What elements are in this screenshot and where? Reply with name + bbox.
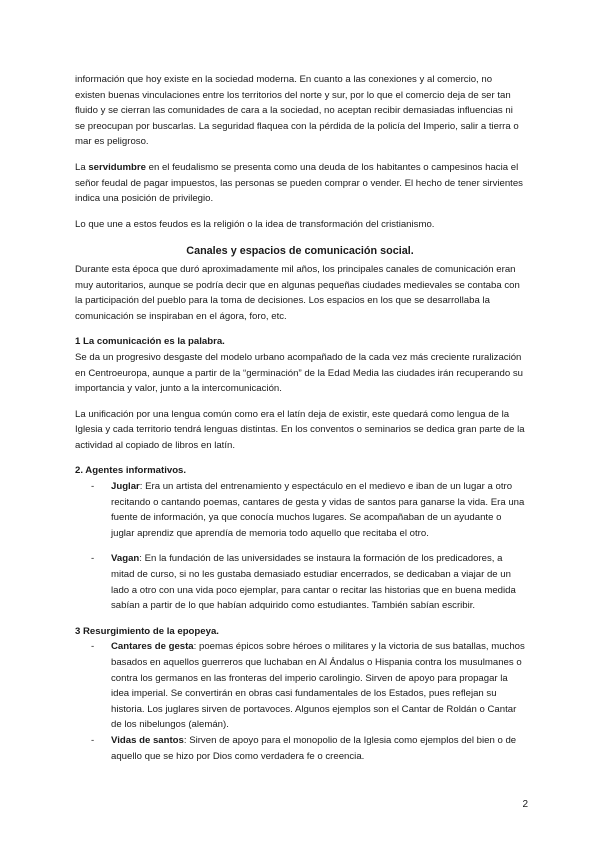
paragraph-ruralization: Se da un progresivo desgaste del modelo urbano acompañado de la cada vez más creciente ruralización en Centroeuropa, aunque a partir de la “germinación” de la Edad Media las ciudades irán recuperando su importancia y valor, junto a la intercomunicación. <box>75 351 523 395</box>
list-item-juglar <box>75 479 525 541</box>
paragraph-religion: Lo que une a estos feudos es la religión o la idea de transformación del cristianismo. <box>75 218 435 230</box>
list-item-cantares <box>75 639 525 733</box>
term-cantares: Cantares de gesta <box>111 641 194 653</box>
agents-list <box>75 479 525 614</box>
servitude-term: servidumbre <box>88 161 146 173</box>
list-item-vidas-santos <box>75 733 525 764</box>
servitude-pre: La <box>75 161 89 173</box>
list-dash: - <box>91 481 95 493</box>
paragraph-society: información que hoy existe en la sociedad moderna. En cuanto a las conexiones y al comercio, no existen buenas vinculaciones entre los territorios del norte y sur, por lo que el comercio deja de ser tan fluido y se cierran las comunidades de cara a la sociedad, no aceptan recibir demasiadas influencias ni se preocupan por buscarlas. La seguridad flaquea con la pérdida de la policía del Imperio, salir a tierra o mar es peligroso. <box>75 74 519 148</box>
list-dash: - <box>91 553 95 565</box>
desc-cantares: : poemas épicos sobre héroes o militares y la victoria de sus batallas, muchos basados en aquellos guerreros que luchaban en Al Ándalus o Hispania contra los musulmanes o contra los germanos en las fronteras del imperio carolingio. Sirven de apoyo para propagar la idea imperial. Se convertirán en obras casi fundamentales de los Estados, pues reflejan su historia. Los juglares sirven de portavoces. Algunos ejemplos son el Cantar de Roldán o Cantar de los nibelungos (alemán). <box>111 641 525 731</box>
heading-informative-agents: 2. Agentes informativos. <box>75 465 187 477</box>
heading-epic-resurgence: 3 Resurgimiento de la epopeya. <box>75 625 219 637</box>
epic-list <box>75 639 525 764</box>
list-dash: - <box>91 734 95 746</box>
list-dash: - <box>91 641 95 653</box>
paragraph-latin: La unificación por una lengua común como era el latín deja de existir, este quedará como lengua de la Iglesia y cada territorio tendrá lenguas distintas. En los conventos o seminarios se dedica gran parte de la actividad al copiado de libros en latín. <box>75 408 525 451</box>
section-title: Canales y espacios de comunicación social. <box>186 245 414 258</box>
page-number: 2 <box>522 799 528 810</box>
servitude-text: en el feudalismo se presenta como una deuda de los habitantes o campesinos hacia el señor feudal de pagar impuestos, las personas se pueden comprar o vender. El hecho de tener sirvientes indica una posición de privilegio. <box>75 161 523 205</box>
term-juglar: Juglar <box>111 481 140 493</box>
intro-paragraph: Durante esta época que duró aproximadamente mil años, los principales canales de comunicación eran muy autoritarios, aunque se podría decir que en algunas pequeñas ciudades medievales se contaba con la participación del pueblo para la toma de decisiones. Los espacios en los que se desarrollaba la comunicación se inspiraban en el ágora, foro, etc. <box>75 263 520 322</box>
paragraph-servitude <box>75 160 525 207</box>
term-vidas-santos: Vidas de santos <box>111 734 184 746</box>
desc-vagan: : En la fundación de las universidades se instaura la formación de los predicadores, a mitad de curso, si no les gustaba demasiado estudiar encerrados, se dedicaban a viajar de un lado a otro con una vida poco ejemplar, para cantar o recitar las historias que en buena medida sabían a partir de lo que habían adquirido como estudiantes. También sabían escribir. <box>111 553 516 612</box>
desc-juglar: : Era un artista del entrenamiento y espectáculo en el medievo e iban de un lugar a otro recitando o cantando poemas, cantares de gesta y vidas de santos para ganarse la vida. Era una fuente de información, ya que conocía muchos lugares. Se acompañaban de un ayudante o juglar aprendiz que aprendía de memoria todo aquello que recitaba el otro. <box>111 481 525 539</box>
heading-communication-word: 1 La comunicación es la palabra. <box>75 336 225 348</box>
list-item-vagan <box>75 551 525 613</box>
desc-vidas-santos: : Sirven de apoyo para el monopolio de la Iglesia como ejemplos del bien o de aquello que se hizo por Dios como verdadera fe o creencia. <box>111 734 517 762</box>
term-vagan: Vagan <box>111 553 140 565</box>
